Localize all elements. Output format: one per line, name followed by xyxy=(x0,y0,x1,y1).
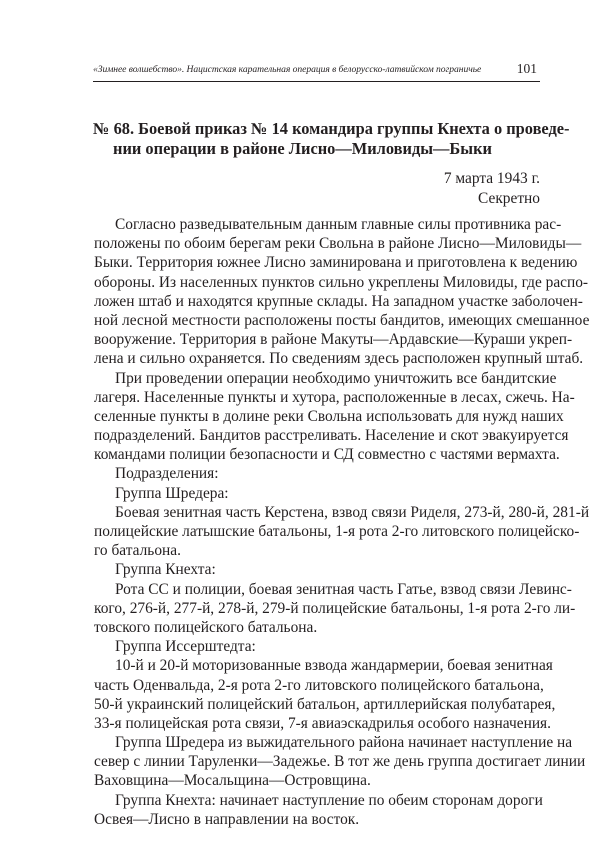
text-line: Группа Шредера: xyxy=(115,484,229,502)
text-line: часть Оденвальда, 2-я рота 2-го литовского полицейского батальона, xyxy=(94,676,544,694)
text-line: полицейские латышские батальоны, 1-я рота 2-го литовского полицейско- xyxy=(94,523,580,540)
text-line: Группа Иссерштедта: xyxy=(115,638,256,656)
paragraph xyxy=(94,733,586,791)
text-line: Освея—Лисно в направлении на восток. xyxy=(94,810,360,828)
text-line: Рота СС и полиции, боевая зенитная часть Гатье, взвод связи Левинс- xyxy=(115,580,572,598)
paragraph xyxy=(94,464,540,483)
text-line: 10-й и 20-й моторизованные взвода жандармерии, боевая зенитная xyxy=(115,657,553,675)
document-title-line: № 68. Боевой приказ № 14 командира группы Кнехта о проведе- xyxy=(93,119,570,138)
text-line: Быки. Территория южнее Лисно заминирована и приготовлена к ведению xyxy=(94,254,578,272)
paragraph xyxy=(94,580,576,638)
text-line: Боевая зенитная часть Керстена, взвод связи Риделя, 273-й, 280-й, 281-й xyxy=(115,503,590,521)
text-line: вооружение. Территория в районе Макуты—Ардавские—Кураши укреп- xyxy=(94,331,573,349)
paragraph xyxy=(94,215,590,369)
paragraph xyxy=(94,369,575,465)
text-line: селенные пункты в долине реки Свольна использовать для нужд наших xyxy=(94,407,564,425)
paragraph xyxy=(94,656,556,733)
text-line: Согласно разведывательным данным главные силы противника рас- xyxy=(115,216,562,233)
text-line: подразделений. Бандитов расстреливать. Население и скот эвакуируется xyxy=(94,427,569,445)
running-header xyxy=(93,61,540,82)
page-number: 101 xyxy=(516,61,537,76)
text-line: 50-й украинский полицейский батальон, артиллерийская полубатарея, xyxy=(94,695,556,713)
text-line: Подразделения: xyxy=(115,465,219,483)
running-title: «Зимнее волшебство». Нацистская карательная операция в белорусско-латвийском пограничье xyxy=(93,64,482,75)
document-title-line: нии операции в районе Лисно—Миловиды—Быки xyxy=(113,139,492,158)
text-line: командами полиции безопасности и СД совместно с частями вермахта. xyxy=(94,446,560,464)
paragraph xyxy=(94,503,590,561)
paragraph xyxy=(94,560,540,579)
text-line: товского полицейского батальона. xyxy=(94,618,318,636)
text-line: обороны. Из населенных пунктов сильно укреплены Миловиды, где распо- xyxy=(94,273,589,291)
text-line: ложен штаб и находятся крупные склады. На западном участке заболочен- xyxy=(94,292,583,310)
document-date: 7 марта 1943 г. xyxy=(443,170,540,187)
classification-mark: Секретно xyxy=(478,190,540,207)
text-line: Ваховщина—Мосальщина—Островщина. xyxy=(94,772,371,790)
text-line: кого, 276-й, 277-й, 278-й, 279-й полицейские батальоны, 1-я рота 2-го ли- xyxy=(94,599,576,617)
text-line: Группа Шредера из выжидательного района начинает наступление на xyxy=(115,734,573,752)
paragraph xyxy=(94,484,540,503)
text-line: положены по обоим берегам реки Свольна в районе Лисно—Миловиды— xyxy=(94,235,582,253)
text-line: лагеря. Населенные пункты и хутора, расположенные в лесах, сжечь. На- xyxy=(94,388,575,406)
text-line: го батальона. xyxy=(94,542,181,560)
text-line: Группа Кнехта: начинает наступление по обеим сторонам дороги xyxy=(115,791,543,809)
text-line: 33-я полицейская рота связи, 7-я авиаэскадрилья особого назначения. xyxy=(94,714,551,732)
text-line: Группа Кнехта: xyxy=(115,561,216,579)
dateline xyxy=(444,169,540,209)
body-text xyxy=(94,215,590,829)
text-line: При проведении операции необходимо уничтожить все бандитские xyxy=(115,369,557,387)
paragraph xyxy=(94,637,540,656)
text-line: ной лесной местности расположены посты бандитов, имеющих смешанное xyxy=(94,311,590,329)
document-title xyxy=(93,119,570,159)
text-line: лена и сильно охраняется. По сведениям здесь расположен крупный штаб. xyxy=(94,350,584,368)
paragraph xyxy=(94,791,543,829)
text-line: север с линии Таруленки—Задежье. В тот же день группа достигает линии xyxy=(94,753,586,771)
